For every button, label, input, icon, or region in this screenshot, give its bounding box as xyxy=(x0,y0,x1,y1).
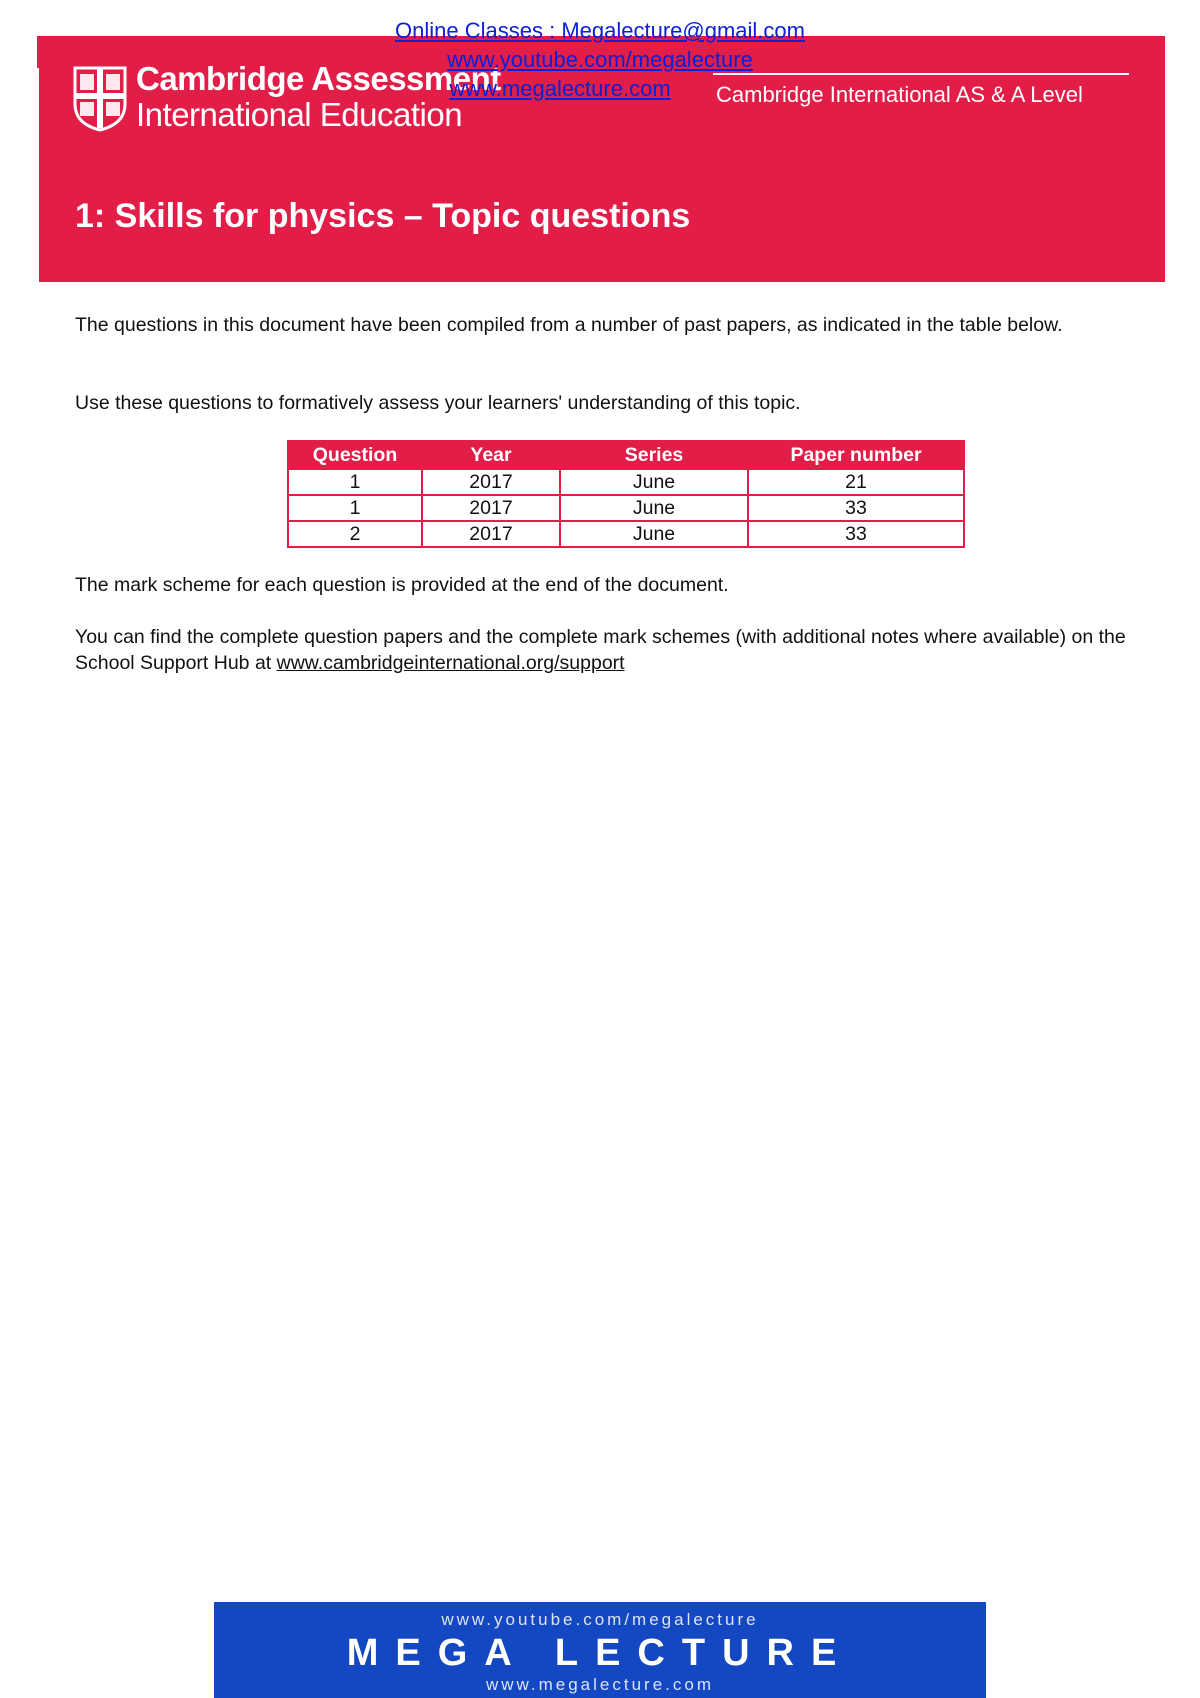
cell-paper-number: 21 xyxy=(748,469,964,495)
support-hub-paragraph xyxy=(75,624,1135,676)
intro-paragraph-2: Use these questions to formatively assess your learners' understanding of this topic. xyxy=(75,392,801,414)
cell-series: June xyxy=(560,521,748,547)
page-title: 1: Skills for physics – Topic questions xyxy=(75,197,691,235)
org-name-line2: International Education xyxy=(136,96,463,133)
table-row xyxy=(288,495,964,521)
watermark-site-link[interactable]: www.megalecture.com xyxy=(449,76,671,101)
cell-paper-number: 33 xyxy=(748,521,964,547)
cell-year: 2017 xyxy=(422,495,560,521)
cell-question: 1 xyxy=(288,469,422,495)
watermark-email-link[interactable]: Online Classes : Megalecture@gmail.com xyxy=(395,18,805,43)
footer-brand: MEGA LECTURE xyxy=(346,1632,854,1674)
cell-question: 1 xyxy=(288,495,422,521)
support-hub-link[interactable]: www.cambridgeinternational.org/support xyxy=(276,652,625,674)
qualification-level: Cambridge International AS & A Level xyxy=(716,82,1083,107)
table-row xyxy=(288,521,964,547)
footer-banner xyxy=(214,1602,986,1698)
header-question: Question xyxy=(288,441,422,469)
cell-series: June xyxy=(560,469,748,495)
support-hub-text: You can find the complete question papers and the complete mark schemes (with additional notes where available) on the School Support Hub at xyxy=(75,626,1126,674)
cell-year: 2017 xyxy=(422,521,560,547)
header-year: Year xyxy=(422,441,560,469)
org-name-line1: Cambridge Assessment xyxy=(136,60,501,97)
cell-paper-number: 33 xyxy=(748,495,964,521)
header-series: Series xyxy=(560,441,748,469)
intro-paragraph-1: The questions in this document have been compiled from a number of past papers, as indicated in the table below. xyxy=(75,314,1063,336)
cell-question: 2 xyxy=(288,521,422,547)
table-header-row xyxy=(288,441,964,469)
watermark-youtube-link[interactable]: www.youtube.com/megalecture xyxy=(447,47,753,72)
mark-scheme-note: The mark scheme for each question is provided at the end of the document. xyxy=(75,574,729,596)
table-row xyxy=(288,469,964,495)
header-paper-number: Paper number xyxy=(748,441,964,469)
cell-year: 2017 xyxy=(422,469,560,495)
footer-site-text: www.megalecture.com xyxy=(485,1675,714,1694)
watermark-links xyxy=(0,16,1200,103)
footer-youtube-text: www.youtube.com/megalecture xyxy=(441,1610,759,1629)
questions-table xyxy=(287,440,965,548)
cell-series: June xyxy=(560,495,748,521)
